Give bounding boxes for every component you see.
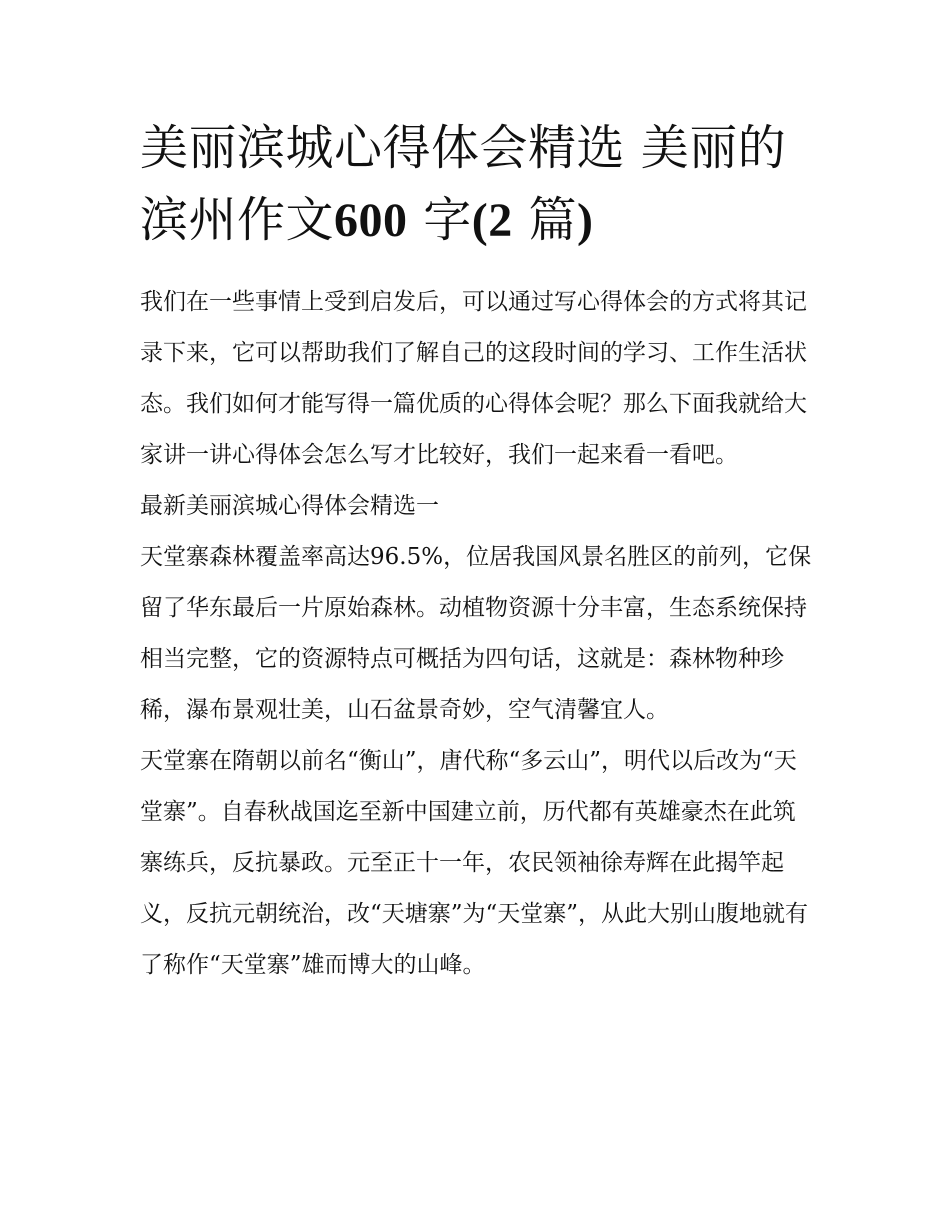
title-text-2: 字 bbox=[407, 192, 472, 248]
document-page bbox=[140, 112, 812, 991]
body-paragraph-2: 天堂寨在隋朝以前名“衡山”，唐代称“多云山”，明代以后改为“天堂寨”。自春秋战国迄至新中国建立前，历代都有英雄豪杰在此筑寨练兵，反抗暴政。元至正十一年，农民领袖徐寿辉在此揭竿起义，反抗元朝统治，改“天塘寨”为“天堂寨”，从此大别山腹地就有了称作“天堂寨”雄而博大的山峰。 bbox=[140, 748, 809, 978]
document-body bbox=[140, 277, 812, 991]
title-number-2: (2 bbox=[471, 194, 513, 247]
title-text-3: 篇 bbox=[512, 192, 578, 248]
document-title bbox=[140, 112, 812, 257]
body-paragraph-1: 天堂寨森林覆盖率高达96.5%，位居我国风景名胜区的前列，它保留了华东最后一片原始森林。动植物资源十分丰富，生态系统保持相当完整，它的资源特点可概括为四句话，这就是：森林物种珍稀，瀑布景观壮美，山石盆景奇妙，空气清馨宜人。 bbox=[140, 544, 812, 723]
title-number-3: ) bbox=[577, 194, 594, 247]
title-number: 600 bbox=[334, 194, 408, 247]
intro-paragraph: 我们在一些事情上受到启发后，可以通过写心得体会的方式将其记录下来，它可以帮助我们了解自己的这段时间的学习、工作生活状态。我们如何才能写得一篇优质的心得体会呢？那么下面我就给大家讲一讲心得体会怎么写才比较好，我们一起来看一看吧。 bbox=[140, 289, 807, 468]
title-text: 美丽滨城心得体会精选 美丽的滨州作文 bbox=[140, 120, 787, 248]
section-heading: 最新美丽滨城心得体会精选一 bbox=[140, 493, 439, 519]
